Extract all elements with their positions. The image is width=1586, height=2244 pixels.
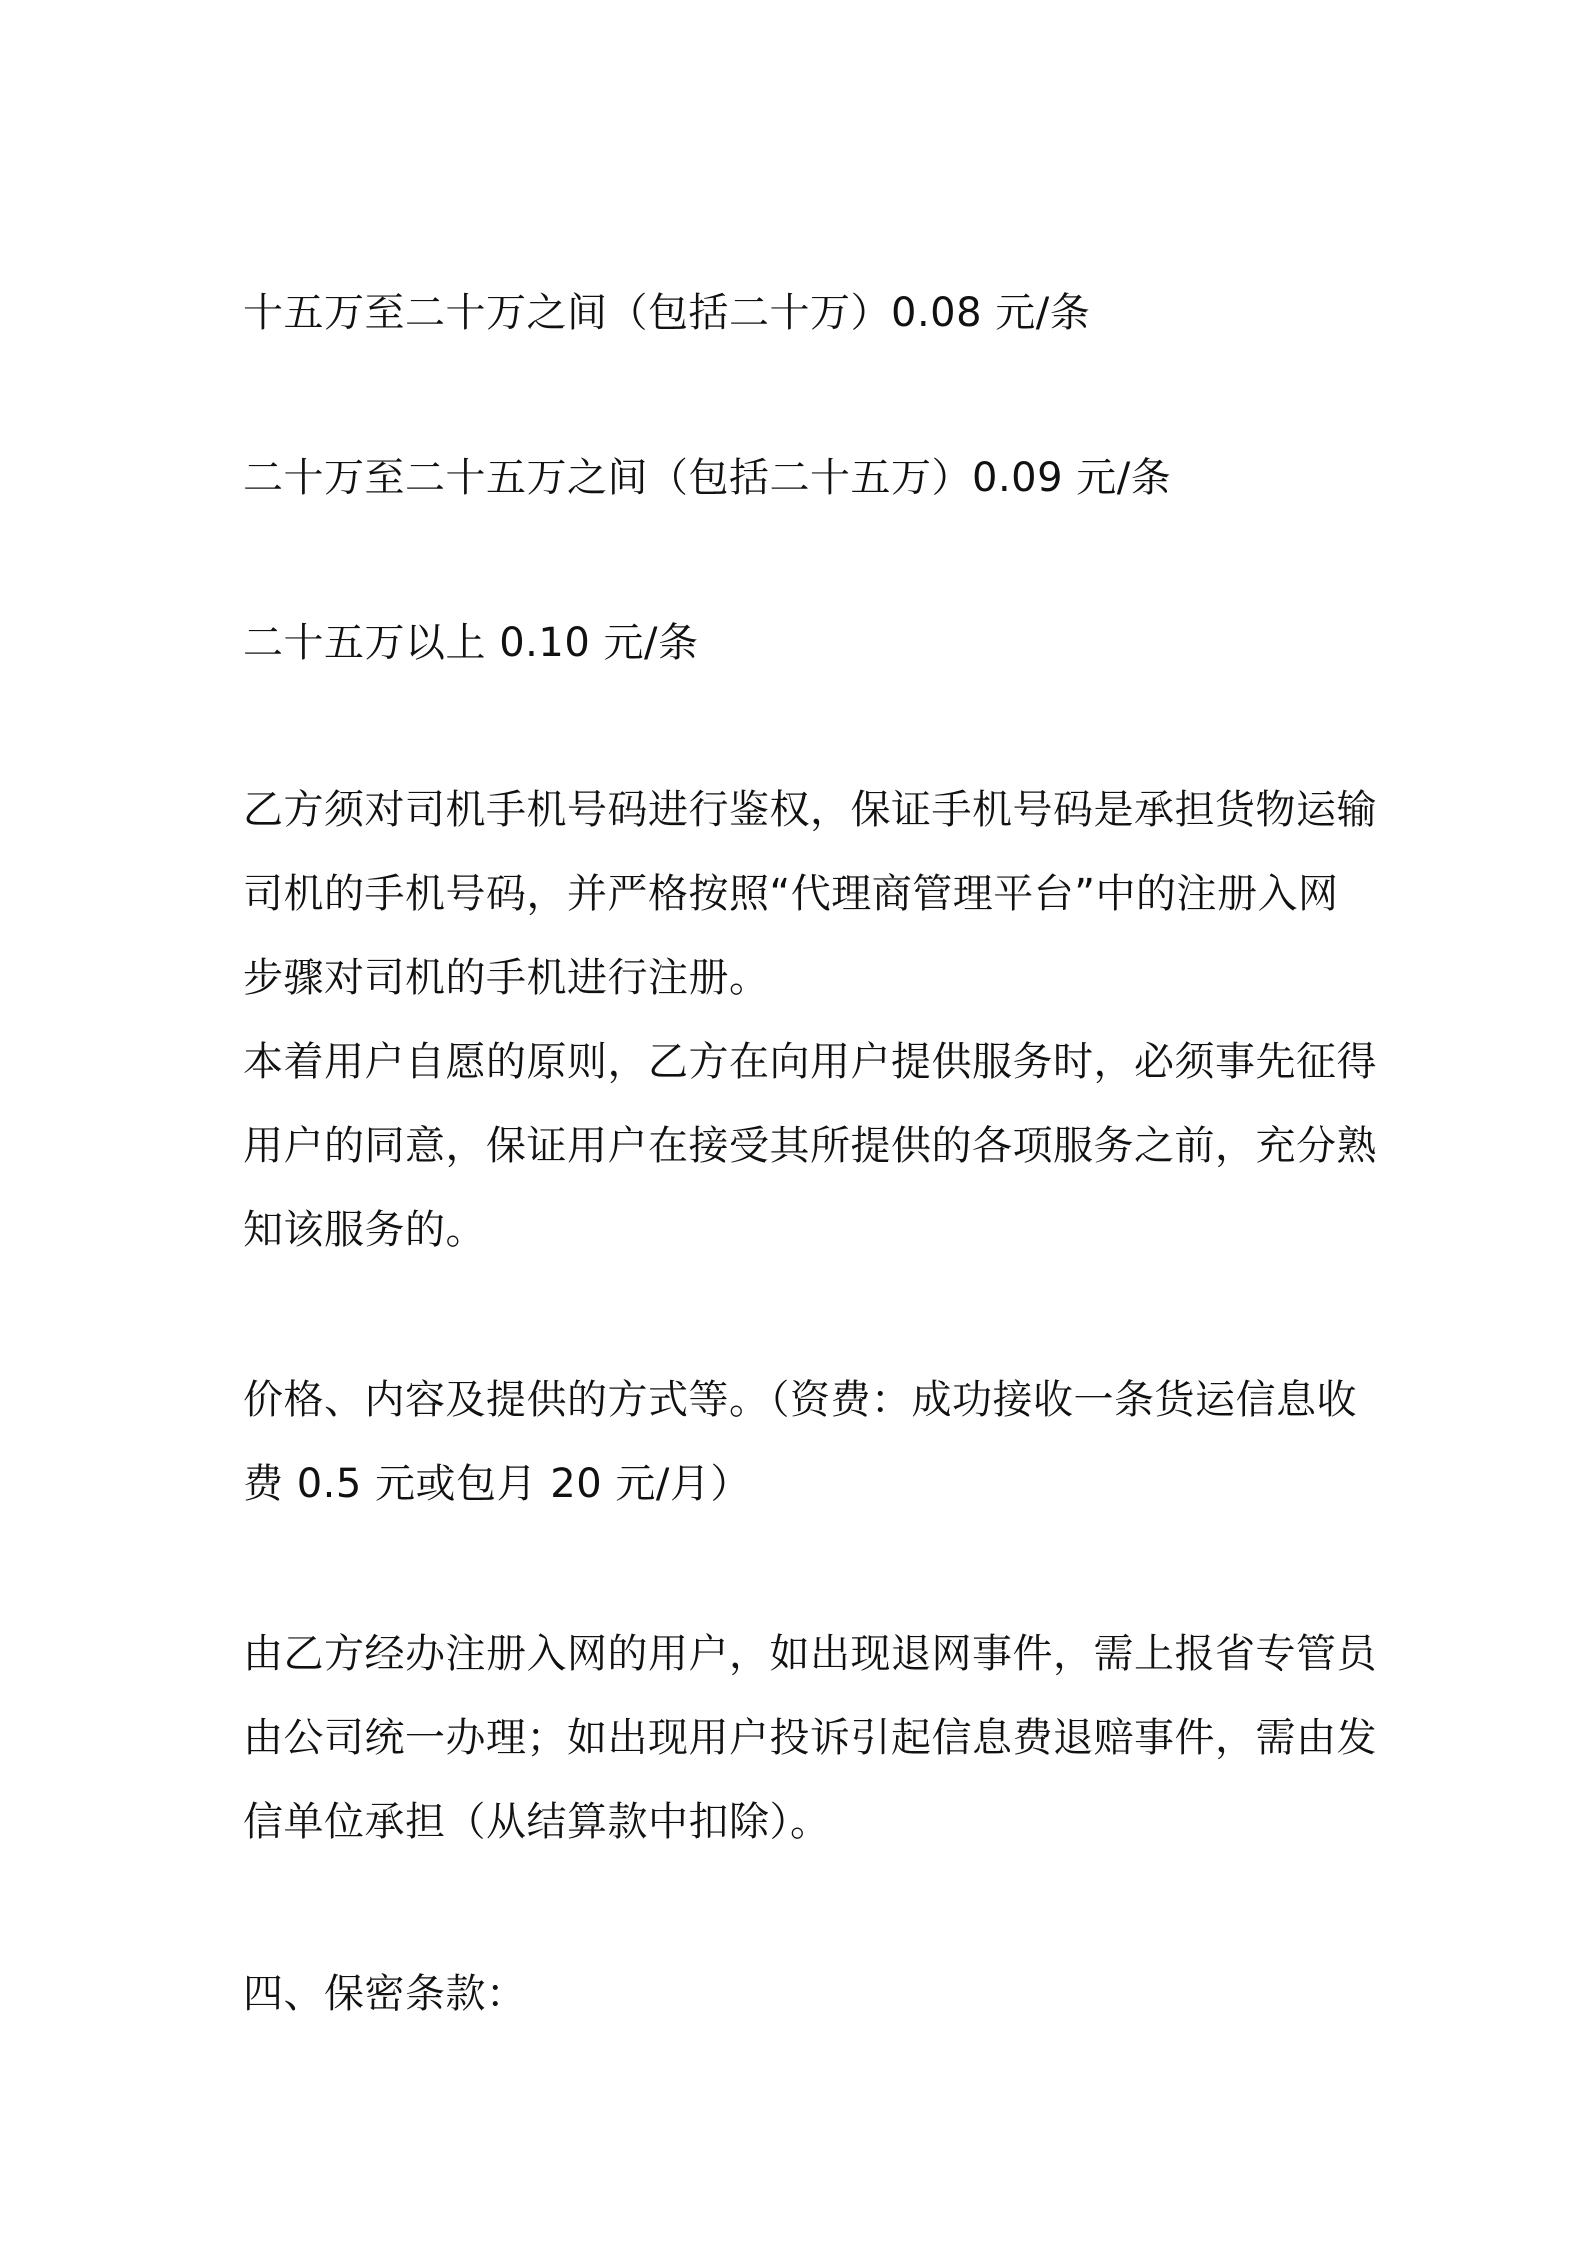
price-tier-200k-250k: 二十万至二十五万之间（包括二十五万）0.09 元/条 [243, 455, 1172, 501]
paragraph-line: 乙方须对司机手机号码进行鉴权，保证手机号码是承担货物运输 [243, 787, 1377, 833]
paragraph-line: 步骤对司机的手机进行注册。 [243, 955, 770, 1001]
paragraph-line: 本着用户自愿的原则，乙方在向用户提供服务时，必须事先征得 [243, 1039, 1377, 1085]
paragraph-line: 费 0.5 元或包月 20 元/月） [243, 1461, 751, 1507]
paragraph-line: 用户的同意，保证用户在接受其所提供的各项服务之前，充分熟 [243, 1123, 1377, 1169]
paragraph-driver-authentication [243, 768, 1377, 1020]
paragraph-cancellation-refund [243, 1612, 1377, 1864]
paragraph-line: 由公司统一办理；如出现用户投诉引起信息费退赔事件，需由发 [243, 1715, 1377, 1761]
paragraph-line: 信单位承担（从结算款中扣除）。 [243, 1799, 831, 1845]
paragraph-line: 司机的手机号码，并严格按照“代理商管理平台”中的注册入网 [243, 871, 1339, 917]
paragraph-line: 由乙方经办注册入网的用户，如出现退网事件，需上报省专管员 [243, 1631, 1377, 1677]
paragraph-line: 知该服务的。 [243, 1207, 486, 1253]
paragraph-line: 价格、内容及提供的方式等。（资费：成功接收一条货运信息收 [243, 1377, 1357, 1423]
section-heading-confidentiality: 四、保密条款： [243, 1971, 527, 2017]
paragraph-pricing-terms [243, 1358, 1358, 1526]
price-tier-above-250k: 二十五万以上 0.10 元/条 [243, 620, 699, 666]
price-tier-150k-200k: 十五万至二十万之间（包括二十万）0.08 元/条 [243, 290, 1091, 336]
paragraph-user-consent [243, 1020, 1377, 1272]
